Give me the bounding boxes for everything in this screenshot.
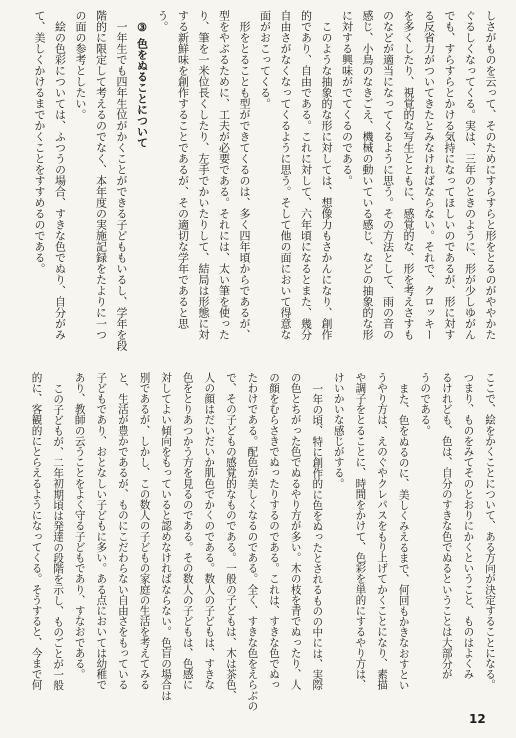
text-line: のなどが適当になってくるように思う。その方法として、雨の音の [381, 10, 395, 340]
text-line: 的であり、自由である。これに対して、六年頃になるとまた、幾分 [299, 10, 313, 340]
text-line: を多くしたり、視覚的な写生とともに、感覚的な、形を考えさすも [402, 10, 415, 340]
text-line: 子どもであり、おとなしい子どもに多い。ある点においては幼稚で [95, 372, 108, 690]
text-line: や調子をとることに、時間をかけて、色彩を単的にするやり方は、 [354, 372, 367, 690]
paragraph-start-line: また、色をぬるのに、美しくみえるまで、何回もかきなおすとい [397, 382, 410, 690]
text-line: の顔をむらさきでぬったりするのである。これは、すきな色でぬっ [268, 372, 281, 690]
text-line: する新鮮味を創作することであるが、その適切な学年であると思 [176, 10, 190, 329]
text-line: 色をとりあつかう方を見るのである。その数人の子どもは、色感に [181, 372, 194, 690]
text-line: ぐるしくなってくる。実は、三年のときのように、形が少しゆがん [463, 10, 477, 340]
text-line: り、筆を一米位長くしたり、左手でかいたりして、結局は形態に対 [197, 10, 210, 340]
section-heading: ③ 色をぬることについて [135, 21, 149, 148]
text-line: 人の顔はだいだいか肌色でかくのである。数人の子どもは、すきな [203, 372, 216, 690]
page-number: 12 [469, 712, 486, 726]
text-line: と、生活が豊かであるが、ものにこだわらない自由さをもっている [116, 372, 129, 690]
text-line: 別であるが、しかし、この数人の子どもの家庭の生活を考えてみる [138, 372, 151, 690]
paragraph-start-line: 絵の色彩については、ふつうの場合、すきな色でぬり、自分がみ [53, 21, 67, 340]
text-line: けいかいな感じがする。 [332, 372, 345, 489]
text-line: 自由さがなくなってくるように思う。そして他の面において得意な [279, 10, 292, 340]
text-line: 階的に限定して考えるのでなく、本年度の実施記録をたよりに一つ [94, 10, 108, 340]
text-line: る反省力がついてきたとみなければならない。それで、クロッキー [422, 10, 436, 340]
paragraph-start-line: このような抽象的な形に対しては、想像力もさかんになり、創作 [320, 21, 333, 340]
text-line: しさがものを云って、そのためにすらすらと形をとるのがややかた [484, 10, 497, 340]
paragraph-start-line: 形をとることも型ができてくるのは、多く四年頃からであるが、 [238, 21, 251, 340]
text-line: て、美しくかけるまでかくことをすすめるのである。 [33, 10, 46, 274]
text-line: 感じ、小鳥のなきごえ、機械の動いている感じ、などの抽象的な形 [361, 10, 374, 340]
text-line: つまり、ものをみてそのとおりにかくということ、ものはよくみ [462, 372, 475, 680]
text-line: に対する興味がでてくるのである。 [340, 10, 354, 186]
paragraph-start-line: 一年生でも四年生位がかくことができる子どももいるし、学年を段 [115, 21, 128, 351]
text-line: の面の参考としたい。 [74, 10, 87, 120]
text-line: ここで、絵をかくことについて、ある方向が決定することになる。 [484, 372, 496, 690]
text-line: たわけである。配色が美しくなるのである。全く、すきな色をえらぶの [246, 372, 259, 712]
text-line: あり、教師の云うことをよく守る子どもであり、すなおである。 [73, 372, 86, 680]
paragraph-start-line: この子どもが、二年初期頃は発達の段階を示し、ものごとが一般 [52, 382, 65, 690]
text-line: 的に、客観的にとらえるようになってくる。そうすると、今まで何 [30, 372, 43, 690]
text-line: 面がおこってくる。 [258, 10, 272, 109]
text-line: 型をやぶるために、工夫が必要である。それには、太い筆を使った [217, 10, 231, 340]
paragraph-start-line: 一年の頃、特に創作的に色をぬったとされるものの中には、実際 [311, 382, 324, 690]
text-line: でも、すらすらとかける気持になってほしいのであるが、形に対す [443, 10, 456, 340]
text-line: の色とちがった色でぬるやり方が多い。木の枝を青でぬったり、人 [289, 372, 302, 690]
upper-text-block [29, 10, 501, 366]
text-line: う。 [156, 10, 169, 32]
lower-text-block [25, 372, 500, 730]
text-line: うやり方は、えのぐやクレパスをもり上げてかくことになり、素描 [376, 372, 389, 690]
text-line: 対してよい傾向をもっていると認めなければならない。色盲の場合は [160, 372, 173, 701]
text-line: で、その子どもの感覚的なものである。一般の子どもは、木は茶色、 [224, 372, 237, 701]
text-line: うのである。 [419, 372, 432, 436]
text-line: るけれども、色は、自分のすきな色でぬるということは大部分が [440, 372, 453, 680]
